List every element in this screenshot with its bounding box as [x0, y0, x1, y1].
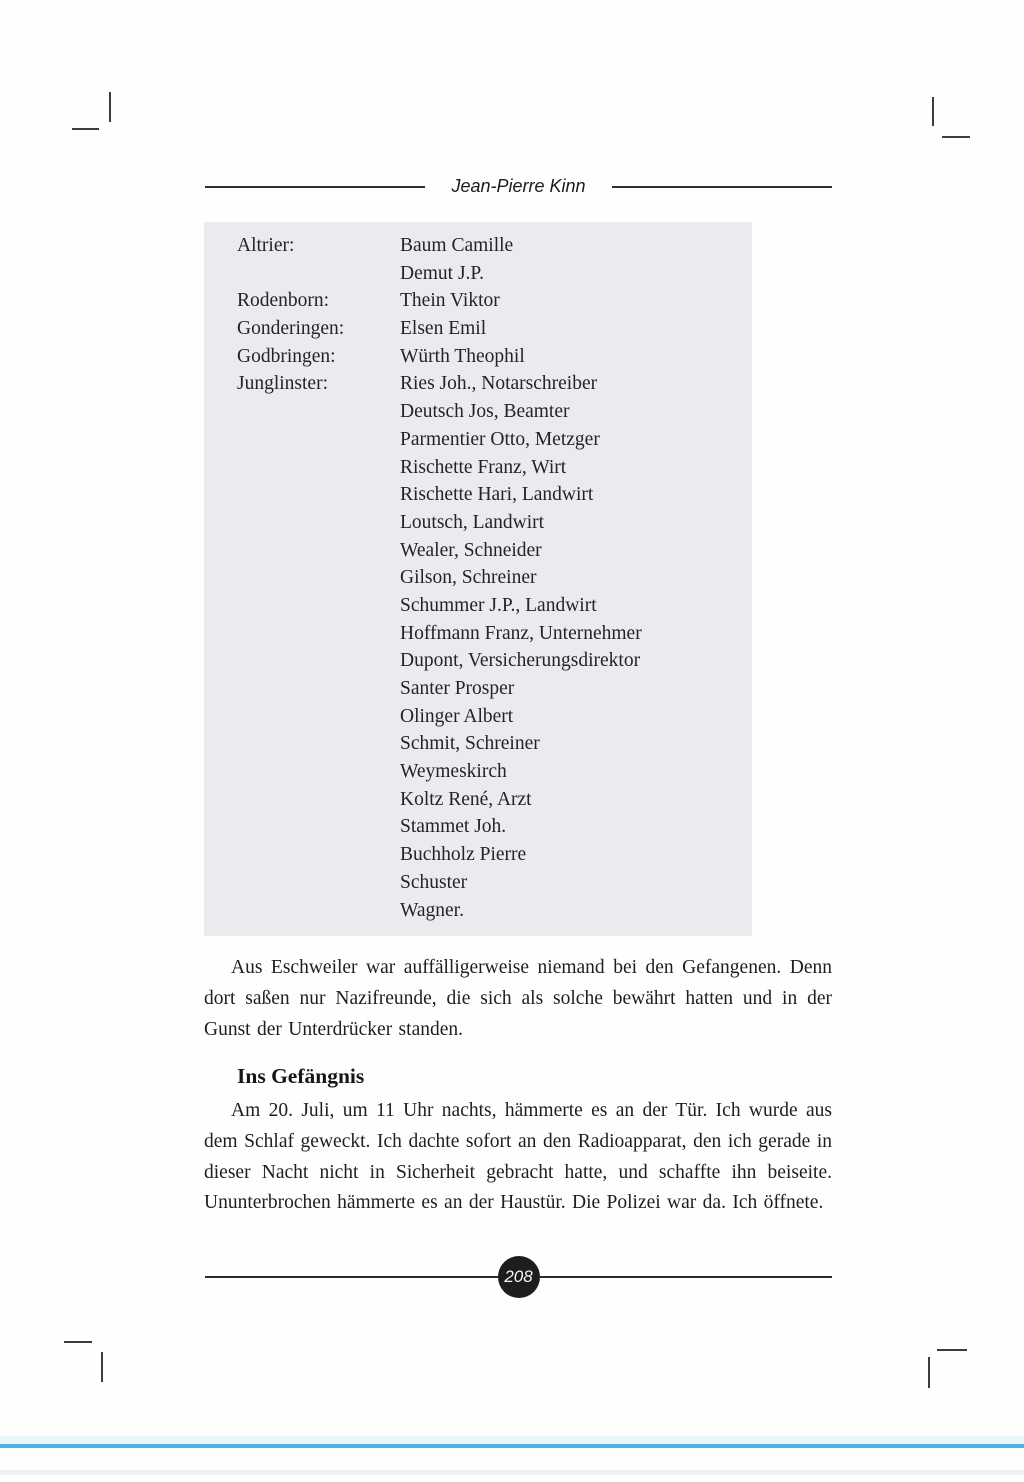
prisoner-name: Gilson, Schreiner — [400, 567, 537, 589]
prisoner-name: Baum Camille — [400, 235, 514, 256]
prisoner-name: Koltz René, Arzt — [400, 788, 532, 810]
section-heading: Ins Gefängnis — [237, 1064, 365, 1088]
prisoner-row — [237, 429, 752, 457]
prisoner-name: Deutsch Jos, Beamter — [400, 401, 570, 423]
prisoner-row — [237, 512, 752, 540]
scan-artifact-line — [0, 1444, 1024, 1448]
crop-mark-top-right-vertical — [932, 97, 934, 126]
crop-mark-top-left-vertical — [109, 92, 111, 122]
place-label: Godbringen: — [237, 345, 336, 367]
prisoner-name: Schuster — [400, 871, 468, 893]
footer-rule-left — [205, 1276, 499, 1278]
prisoner-row — [237, 650, 752, 678]
prisoner-row — [237, 318, 752, 346]
crop-mark-top-left-horizontal — [72, 128, 99, 130]
page-footer — [205, 1256, 832, 1298]
prisoner-name: Würth Theophil — [400, 345, 525, 367]
prisoner-name: Ries Joh., Notarschreiber — [400, 373, 598, 395]
place-label: Junglinster: — [237, 373, 328, 395]
prisoner-name: Hoffmann Franz, Unternehmer — [400, 622, 642, 644]
prisoner-row — [237, 290, 752, 318]
prisoner-row — [237, 789, 752, 817]
prisoner-name: Elsen Emil — [400, 318, 487, 340]
prisoner-row — [237, 761, 752, 789]
prisoner-name: Olinger Albert — [400, 705, 514, 727]
prisoner-name: Rischette Franz, Wirt — [400, 456, 567, 478]
prisoner-row — [237, 816, 752, 844]
crop-mark-bottom-left-vertical — [101, 1352, 103, 1382]
prisoner-name: Wealer, Schneider — [400, 539, 542, 561]
scan-artifact-smudge — [0, 1470, 1024, 1475]
prisoner-row — [237, 595, 752, 623]
place-label: Rodenborn: — [237, 290, 330, 312]
header-rule-left — [205, 186, 425, 188]
prisoner-name: Rischette Hari, Landwirt — [400, 484, 594, 506]
paragraph-arrest: Am 20. Juli, um 11 Uhr nachts, hämmerte es an der Tür. Ich wurde aus dem Schlaf geweckt. Ich dachte sofort an den Radioapparat, den ich gerade in dieser Nacht nicht in Sicherheit gebracht hatte, und schaffte ihn beiseite. Ununterbrochen hämmerte es an der Haustür. Die Polizei war da. Ich öffnete. — [204, 1100, 832, 1214]
prisoner-row — [237, 844, 752, 872]
prisoner-name: Santer Prosper — [400, 678, 515, 699]
crop-mark-bottom-left-horizontal — [64, 1341, 92, 1343]
prisoner-name: Schmit, Schreiner — [400, 733, 540, 755]
prisoner-name: Parmentier Otto, Metzger — [400, 428, 600, 450]
prisoner-row — [237, 484, 752, 512]
place-label: Gonderingen: — [237, 318, 345, 340]
prisoner-row — [237, 567, 752, 595]
crop-mark-top-right-horizontal — [942, 136, 970, 138]
prisoner-row — [237, 900, 752, 928]
crop-mark-bottom-right-vertical — [928, 1357, 930, 1388]
footer-rule-right — [539, 1276, 833, 1278]
prisoner-row — [237, 401, 752, 429]
prisoner-row — [237, 235, 752, 263]
prisoner-row — [237, 678, 752, 706]
prisoner-name: Schummer J.P., Landwirt — [400, 594, 597, 616]
prisoner-name: Dupont, Versicherungsdirektor — [400, 650, 641, 672]
prisoner-name: Stammet Joh. — [400, 816, 507, 838]
prisoner-row — [237, 706, 752, 734]
place-label: Altrier: — [237, 235, 295, 256]
paragraph-eschweiler: Aus Eschweiler war auffälligerweise niemand bei den Gefangenen. Denn dort saßen nur Nazifreunde, die sich als solche bewährt hatten und in der Gunst der Unterdrücker standen. — [204, 957, 832, 1040]
page-number: 208 — [504, 1267, 533, 1286]
author-name: Jean-Pierre Kinn — [451, 176, 586, 196]
prisoner-name: Thein Viktor — [400, 290, 500, 312]
prisoner-row — [237, 263, 752, 291]
crop-mark-bottom-right-horizontal — [937, 1349, 967, 1351]
prisoner-list-box — [204, 222, 752, 936]
prisoner-row — [237, 457, 752, 485]
page-number-badge — [498, 1256, 540, 1298]
scan-artifact-glow — [0, 1436, 1024, 1444]
prisoner-name: Demut J.P. — [400, 262, 484, 284]
prisoner-name: Wagner. — [400, 899, 464, 921]
prisoner-row — [237, 733, 752, 761]
prisoner-name: Loutsch, Landwirt — [400, 511, 545, 533]
prisoner-row — [237, 346, 752, 374]
prisoner-name: Weymeskirch — [400, 761, 507, 783]
prisoner-row — [237, 872, 752, 900]
prisoner-row — [237, 373, 752, 401]
prisoner-row — [237, 623, 752, 651]
page-header — [205, 176, 832, 197]
prisoner-name: Buchholz Pierre — [400, 844, 527, 866]
prisoner-row — [237, 540, 752, 568]
header-rule-right — [612, 186, 832, 188]
